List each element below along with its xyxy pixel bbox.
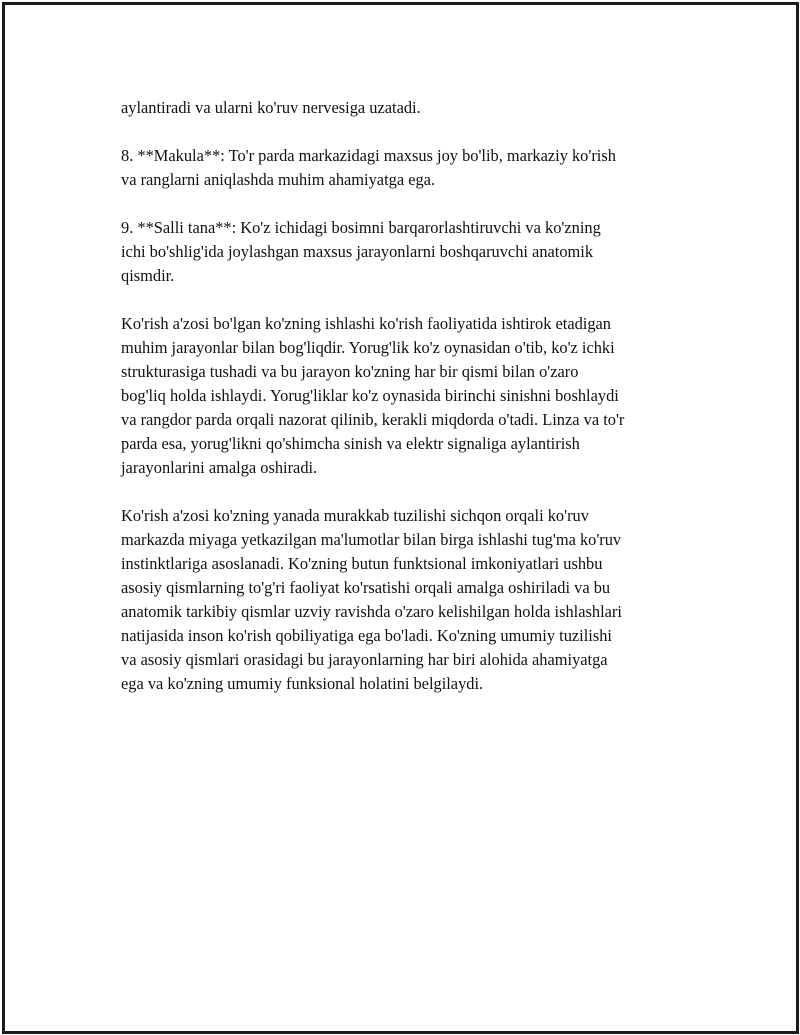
document-page [2,2,799,1034]
paragraph-eye-function: Ko'rish a'zosi bo'lgan ko'zning ishlashi ko'rish faoliyatida ishtirok etadigan muhim jarayonlar bilan bog'liqdir. Yorug'lik ko'z oynasidan o'tib, ko'z ichki strukturasiga tushadi va bu jarayon ko'zning har bir qismi bilan o'zaro bog'liq holda ishlaydi. Yorug'liklar ko'z oynasida birinchi sinishni boshlaydi va rangdor parda orqali nazorat qilinib, kerakli miqdorda o'tadi. Linza va to'r parda esa, yorug'likni qo'shimcha sinish va elektr signaliga aylantirish jarayonlarini amalga oshiradi. [121,314,625,477]
paragraph-salli-tana: 9. **Salli tana**: Ko'z ichidagi bosimni barqarorlashtiruvchi va ko'zning ichi bo'shlig'ida joylashgan maxsus jarayonlarni boshqaruvchi anatomik qismdir. [121,218,601,285]
paragraph-continuation: aylantiradi va ularni ko'ruv nervesiga uzatadi. [121,98,421,117]
document-body [121,96,701,720]
paragraph-makula: 8. **Makula**: To'r parda markazidagi maxsus joy bo'lib, markaziy ko'rish va ranglarni aniqlashda muhim ahamiyatga ega. [121,146,616,189]
paragraph-eye-structure: Ko'rish a'zosi ko'zning yanada murakkab tuzilishi sichqon orqali ko'ruv markazda miyaga yetkazilgan ma'lumotlar bilan birga ishlashi tug'ma ko'ruv instinktlariga asoslanadi. Ko'zning butun funktsional imkoniyatlari ushbu asosiy qismlarning to'g'ri faoliyat ko'rsatishi orqali amalga oshiriladi va bu anatomik tarkibiy qismlar uzviy ravishda o'zaro kelishilgan holda ishlashlari natijasida inson ko'rish qobiliyatiga ega bo'ladi. Ko'zning umumiy tuzilishi va asosiy qismlari orasidagi bu jarayonlarning har biri alohida ahamiyatga ega va ko'zning umumiy funksional holatini belgilaydi. [121,506,622,693]
